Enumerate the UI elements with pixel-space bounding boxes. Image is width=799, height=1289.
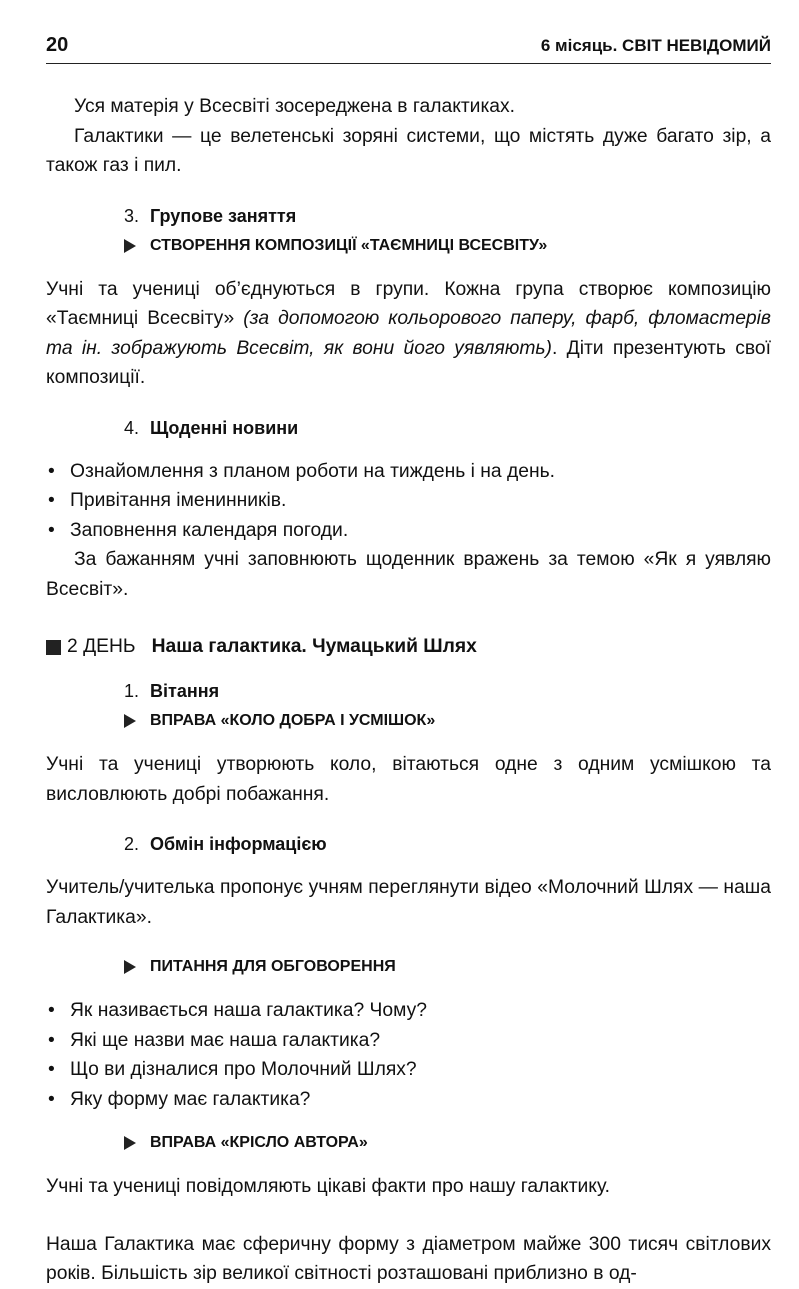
running-head: 6 місяць. СВІТ НЕВІДОМИЙ (540, 36, 771, 55)
author-chair-subheading (46, 1128, 771, 1158)
section-title: Обмін інформацією (150, 834, 327, 854)
day-title: Наша галактика. Чумацький Шлях (151, 636, 477, 657)
section-4-paragraph: За бажанням учні заповнюють щоденник вражень за темою «Як я уявляю Всесвіт». (46, 549, 771, 600)
list-item: • Як називається наша галактика? Чому? (48, 1000, 427, 1021)
day-2-section-1-heading (46, 676, 771, 706)
list-item: • Яку форму має галактика? (48, 1088, 311, 1110)
section-number: 4. (124, 417, 140, 438)
day-label: 2 ДЕНЬ (67, 636, 136, 657)
section-3-subheading (46, 231, 771, 261)
section-3-heading (46, 201, 771, 231)
day-2-section-2-heading (46, 829, 771, 859)
triangle-bullet-icon (124, 714, 136, 728)
section-3-paragraph: Учні та учениці об’єднуються в групи. Кожна група створює композицію «Таємниці Всесвіту» (за допомогою кольорового паперу, фарб, фломастерів та ін. зображують Всесвіт, як вони його уявляють). Діти презентують свої композиції. (46, 278, 772, 388)
section-number: 1. (124, 681, 140, 701)
subheading-text: ПИТАННЯ ДЛЯ ОБГОВОРЕННЯ (150, 958, 396, 975)
subheading-text: СТВОРЕННЯ КОМПОЗИЦІЇ «ТАЄМНИЦІ ВСЕСВІТУ» (150, 236, 548, 254)
list-item: • Заповнення календаря погоди. (48, 519, 349, 541)
day-2-heading (46, 632, 771, 662)
square-marker-icon (46, 640, 61, 655)
list-item: • Ознайомлення з планом роботи на тиждень і на день. (48, 460, 556, 482)
section-4-list (46, 457, 771, 546)
day-2-section-2-paragraph: Учитель/учителька пропонує учням переглянути відео «Молочний Шлях — наша Галактика». (46, 877, 771, 928)
section-title: Групове заняття (150, 205, 297, 226)
section-4-heading (46, 413, 771, 443)
list-item: • Що ви дізналися про Молочний Шлях? (48, 1059, 417, 1080)
list-item: • Привітання іменинників. (48, 490, 287, 511)
intro-paragraph-2: Галактики — це велетенські зоряні системи, що містять дуже багато зір, а також газ і пил. (46, 125, 771, 176)
triangle-bullet-icon (124, 960, 136, 974)
day-2-section-1-subheading (46, 706, 771, 736)
day-2-section-1-paragraph: Учні та учениці утворюють коло, вітаються одне з одним усмішкою та висловлюють добрі побажання. (46, 754, 771, 805)
triangle-bullet-icon (124, 239, 136, 253)
page-number: 20 (46, 34, 69, 56)
galaxy-facts-paragraph: Наша Галактика має сферичну форму з діаметром майже 300 тисяч світлових років. Більшість зір великої світності розташовані приблизно в од- (46, 1233, 771, 1284)
section-title: Щоденні новини (150, 417, 299, 438)
section-title: Вітання (150, 681, 220, 701)
triangle-bullet-icon (124, 1136, 136, 1150)
list-item: • Які ще назви має наша галактика? (48, 1029, 381, 1051)
subheading-text: ВПРАВА «КОЛО ДОБРА І УСМІШОК» (150, 712, 436, 729)
subheading-text: ВПРАВА «КРІСЛО АВТОРА» (150, 1134, 368, 1151)
page-header (46, 32, 771, 60)
questions-subheading (46, 952, 771, 982)
questions-list (46, 996, 771, 1114)
section-number: 3. (124, 205, 140, 226)
intro-paragraph-1: Уся матерія у Всесвіті зосереджена в галактиках. (74, 96, 516, 117)
author-chair-paragraph: Учні та учениці повідомляють цікаві факти про нашу галактику. (46, 1176, 611, 1197)
header-rule (46, 63, 771, 64)
section-number: 2. (124, 834, 140, 854)
page-content (46, 92, 771, 1289)
